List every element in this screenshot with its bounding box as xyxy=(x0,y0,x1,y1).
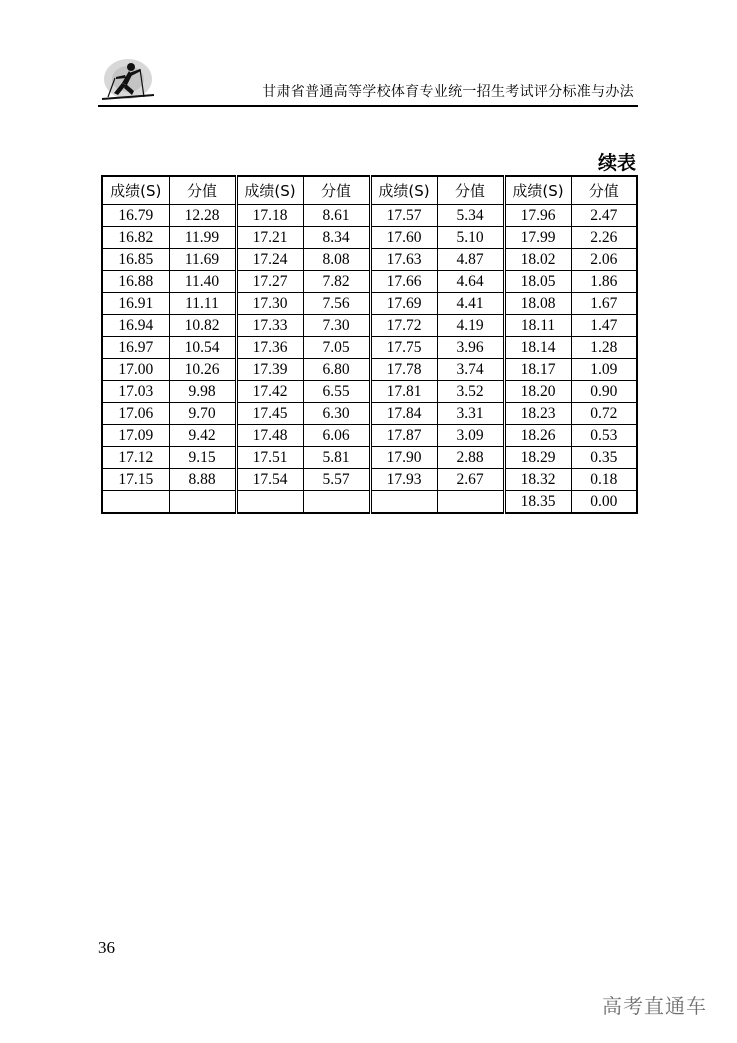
time-cell: 18.05 xyxy=(504,271,571,293)
score-table-container xyxy=(101,175,636,514)
time-cell: 18.17 xyxy=(504,359,571,381)
time-cell: 17.54 xyxy=(236,469,303,491)
score-cell: 9.98 xyxy=(169,381,236,403)
table-row xyxy=(102,403,637,425)
score-cell: 0.53 xyxy=(571,425,637,447)
score-cell: 5.57 xyxy=(303,469,370,491)
column-header-score: 分值 xyxy=(303,176,370,205)
time-cell: 18.08 xyxy=(504,293,571,315)
score-cell: 4.41 xyxy=(437,293,504,315)
score-cell: 3.31 xyxy=(437,403,504,425)
score-cell: 3.74 xyxy=(437,359,504,381)
table-row xyxy=(102,491,637,514)
time-cell: 17.99 xyxy=(504,227,571,249)
time-cell: 17.30 xyxy=(236,293,303,315)
table-row xyxy=(102,469,637,491)
time-cell: 17.21 xyxy=(236,227,303,249)
time-cell: 17.57 xyxy=(370,205,437,227)
score-cell: 1.86 xyxy=(571,271,637,293)
score-cell: 8.88 xyxy=(169,469,236,491)
score-cell: 7.82 xyxy=(303,271,370,293)
skier-logo-icon xyxy=(98,57,156,105)
score-cell: 11.99 xyxy=(169,227,236,249)
time-cell: 16.97 xyxy=(102,337,169,359)
time-cell: 17.75 xyxy=(370,337,437,359)
score-cell: 11.11 xyxy=(169,293,236,315)
table-row xyxy=(102,293,637,315)
table-row xyxy=(102,447,637,469)
time-cell: 17.48 xyxy=(236,425,303,447)
score-cell: 11.69 xyxy=(169,249,236,271)
time-cell: 16.91 xyxy=(102,293,169,315)
page-header xyxy=(98,55,638,107)
time-cell xyxy=(102,491,169,514)
score-cell: 5.81 xyxy=(303,447,370,469)
column-header-time: 成绩(S) xyxy=(504,176,571,205)
column-header-time: 成绩(S) xyxy=(370,176,437,205)
time-cell xyxy=(370,491,437,514)
time-cell: 17.84 xyxy=(370,403,437,425)
page-number: 36 xyxy=(98,938,115,957)
time-cell: 18.32 xyxy=(504,469,571,491)
score-cell: 1.09 xyxy=(571,359,637,381)
time-cell: 18.29 xyxy=(504,447,571,469)
table-row xyxy=(102,249,637,271)
score-cell: 9.42 xyxy=(169,425,236,447)
column-header-score: 分值 xyxy=(571,176,637,205)
time-cell: 17.96 xyxy=(504,205,571,227)
time-cell: 17.69 xyxy=(370,293,437,315)
table-row xyxy=(102,271,637,293)
score-cell: 3.52 xyxy=(437,381,504,403)
score-cell: 6.55 xyxy=(303,381,370,403)
table-row xyxy=(102,315,637,337)
score-cell: 10.82 xyxy=(169,315,236,337)
column-header-score: 分值 xyxy=(169,176,236,205)
continued-label: 续表 xyxy=(597,152,636,174)
time-cell: 17.72 xyxy=(370,315,437,337)
time-cell: 17.93 xyxy=(370,469,437,491)
time-cell: 18.20 xyxy=(504,381,571,403)
score-cell: 2.88 xyxy=(437,447,504,469)
score-cell: 10.26 xyxy=(169,359,236,381)
score-cell: 8.34 xyxy=(303,227,370,249)
score-cell: 7.30 xyxy=(303,315,370,337)
score-cell xyxy=(437,491,504,514)
score-cell: 0.90 xyxy=(571,381,637,403)
table-row xyxy=(102,227,637,249)
score-cell: 10.54 xyxy=(169,337,236,359)
time-cell: 17.18 xyxy=(236,205,303,227)
column-header-time: 成绩(S) xyxy=(236,176,303,205)
time-cell: 17.12 xyxy=(102,447,169,469)
time-cell: 17.45 xyxy=(236,403,303,425)
time-cell: 17.78 xyxy=(370,359,437,381)
score-cell: 0.35 xyxy=(571,447,637,469)
time-cell: 18.23 xyxy=(504,403,571,425)
score-cell: 9.70 xyxy=(169,403,236,425)
time-cell: 16.79 xyxy=(102,205,169,227)
score-cell: 3.96 xyxy=(437,337,504,359)
table-row xyxy=(102,337,637,359)
header-title: 甘肃省普通高等学校体育专业统一招生考试评分标准与办法 xyxy=(262,84,634,100)
time-cell: 17.60 xyxy=(370,227,437,249)
header-rule xyxy=(98,105,638,107)
score-cell: 12.28 xyxy=(169,205,236,227)
time-cell: 17.27 xyxy=(236,271,303,293)
time-cell: 17.15 xyxy=(102,469,169,491)
score-cell: 2.06 xyxy=(571,249,637,271)
score-cell: 3.09 xyxy=(437,425,504,447)
score-cell: 0.72 xyxy=(571,403,637,425)
score-cell: 9.15 xyxy=(169,447,236,469)
table-body xyxy=(102,205,637,514)
time-cell: 17.09 xyxy=(102,425,169,447)
table-row xyxy=(102,425,637,447)
time-cell: 16.88 xyxy=(102,271,169,293)
time-cell: 18.11 xyxy=(504,315,571,337)
score-cell: 2.47 xyxy=(571,205,637,227)
score-cell: 0.18 xyxy=(571,469,637,491)
time-cell: 18.26 xyxy=(504,425,571,447)
time-cell: 17.24 xyxy=(236,249,303,271)
time-cell: 16.85 xyxy=(102,249,169,271)
time-cell: 17.63 xyxy=(370,249,437,271)
score-cell: 4.19 xyxy=(437,315,504,337)
time-cell: 18.02 xyxy=(504,249,571,271)
table-header-row xyxy=(102,176,637,205)
score-cell xyxy=(169,491,236,514)
score-cell: 2.26 xyxy=(571,227,637,249)
score-table xyxy=(101,175,638,514)
score-cell: 6.30 xyxy=(303,403,370,425)
table-row xyxy=(102,205,637,227)
time-cell: 17.81 xyxy=(370,381,437,403)
table-row xyxy=(102,359,637,381)
score-cell: 5.34 xyxy=(437,205,504,227)
score-cell: 8.61 xyxy=(303,205,370,227)
score-cell: 4.87 xyxy=(437,249,504,271)
score-cell: 6.06 xyxy=(303,425,370,447)
time-cell: 17.36 xyxy=(236,337,303,359)
time-cell: 17.66 xyxy=(370,271,437,293)
score-cell: 6.80 xyxy=(303,359,370,381)
time-cell: 17.42 xyxy=(236,381,303,403)
score-cell xyxy=(303,491,370,514)
time-cell: 17.51 xyxy=(236,447,303,469)
score-cell: 7.05 xyxy=(303,337,370,359)
column-header-score: 分值 xyxy=(437,176,504,205)
score-cell: 1.47 xyxy=(571,315,637,337)
time-cell: 18.14 xyxy=(504,337,571,359)
time-cell: 17.00 xyxy=(102,359,169,381)
time-cell: 17.87 xyxy=(370,425,437,447)
time-cell: 17.03 xyxy=(102,381,169,403)
score-cell: 4.64 xyxy=(437,271,504,293)
score-cell: 5.10 xyxy=(437,227,504,249)
score-cell: 11.40 xyxy=(169,271,236,293)
time-cell: 16.82 xyxy=(102,227,169,249)
score-cell: 2.67 xyxy=(437,469,504,491)
score-cell: 0.00 xyxy=(571,491,637,514)
time-cell: 16.94 xyxy=(102,315,169,337)
score-cell: 7.56 xyxy=(303,293,370,315)
watermark: 高考直通车 xyxy=(602,994,707,1018)
score-cell: 8.08 xyxy=(303,249,370,271)
column-header-time: 成绩(S) xyxy=(102,176,169,205)
time-cell: 17.33 xyxy=(236,315,303,337)
time-cell: 17.90 xyxy=(370,447,437,469)
time-cell: 18.35 xyxy=(504,491,571,514)
score-cell: 1.67 xyxy=(571,293,637,315)
time-cell: 17.39 xyxy=(236,359,303,381)
time-cell: 17.06 xyxy=(102,403,169,425)
score-cell: 1.28 xyxy=(571,337,637,359)
table-row xyxy=(102,381,637,403)
time-cell xyxy=(236,491,303,514)
